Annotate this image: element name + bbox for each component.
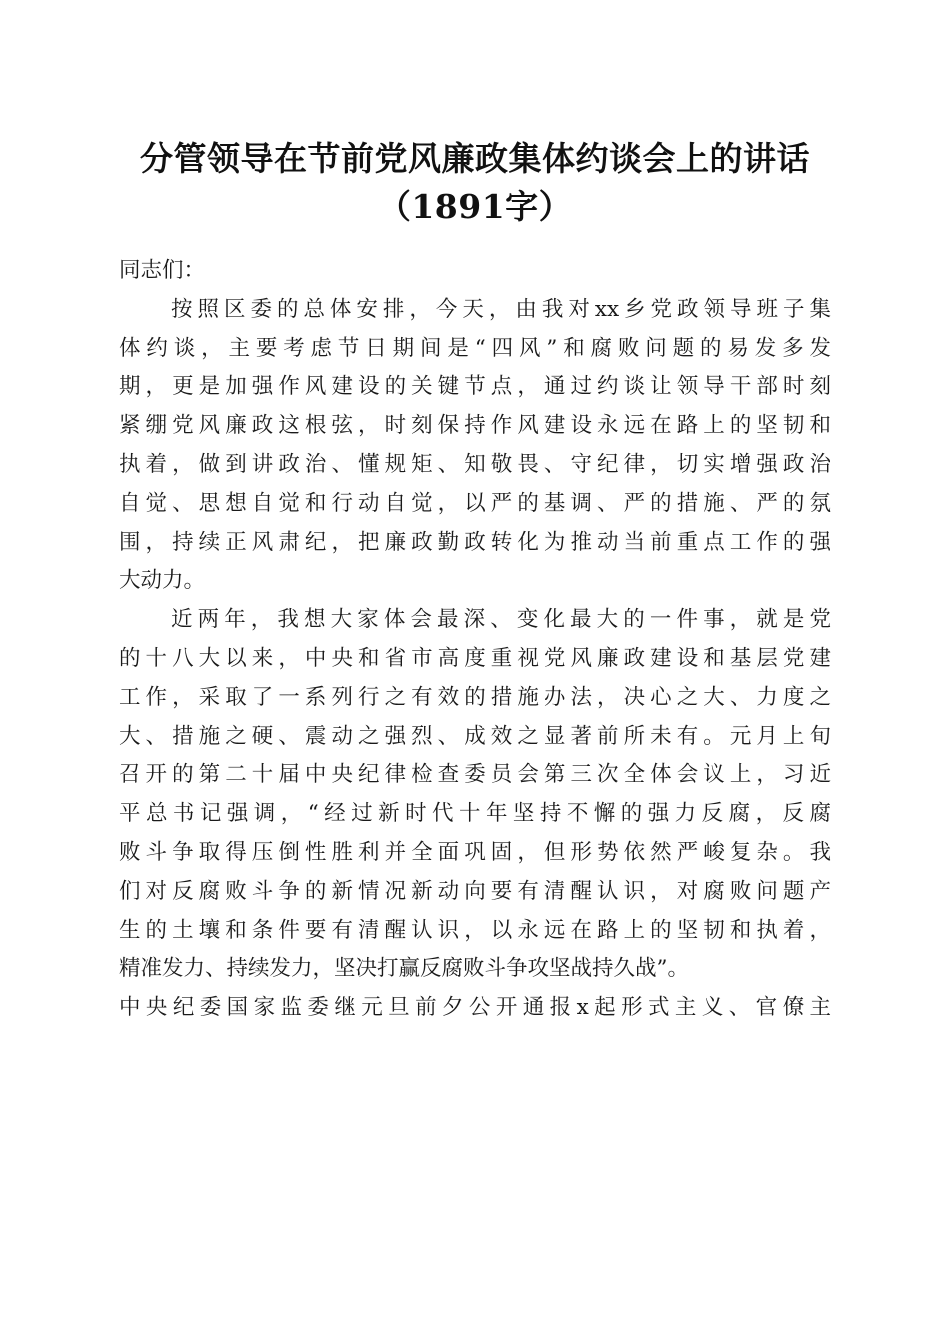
paragraph-line: 精准发力、持续发力，坚决打赢反腐败斗争攻坚战持久战”。 bbox=[119, 956, 689, 982]
paragraph-line: 体约谈，主要考虑节日期间是“四风”和腐败问题的易发多发 bbox=[119, 335, 831, 361]
paragraph-line: 执着，做到讲政治、懂规矩、知敬畏、守纪律，切实增强政治 bbox=[119, 451, 831, 477]
paragraph-line: 围，持续正风肃纪，把廉政勤政转化为推动当前重点工作的强 bbox=[119, 529, 831, 555]
paragraph-line: 的十八大以来，中央和省市高度重视党风廉政建设和基层党建 bbox=[119, 645, 831, 671]
document-body bbox=[119, 252, 831, 1028]
paragraph-line: 按照区委的总体安排，今天，由我对xx乡党政领导班子集 bbox=[171, 296, 831, 322]
paragraph-line: 召开的第二十届中央纪律检查委员会第三次全体会议上，习近 bbox=[119, 762, 831, 788]
paragraph-line: 期，更是加强作风建设的关键节点，通过约谈让领导干部时刻 bbox=[119, 374, 831, 400]
paragraph-line: 们对反腐败斗争的新情况新动向要有清醒认识，对腐败问题产 bbox=[119, 878, 831, 904]
title-line-1: 分管领导在节前党风廉政集体约谈会上的讲话 bbox=[140, 139, 810, 178]
paragraph-line: 紧绷党风廉政这根弦，时刻保持作风建设永远在路上的坚韧和 bbox=[119, 413, 831, 439]
paragraph-line: 生的土壤和条件要有清醒认识，以永远在路上的坚韧和执着， bbox=[119, 917, 831, 943]
title-line-2: （1891字） bbox=[377, 187, 573, 226]
paragraph-2 bbox=[119, 601, 831, 1028]
paragraph-line: 败斗争取得压倒性胜利并全面巩固，但形势依然严峻复杂。我 bbox=[119, 839, 831, 865]
paragraph-line: 自觉、思想自觉和行动自觉，以严的基调、严的措施、严的氛 bbox=[119, 490, 831, 516]
paragraph-line: 平总书记强调，“经过新时代十年坚持不懈的强力反腐，反腐 bbox=[119, 801, 831, 827]
paragraph-line: 近两年，我想大家体会最深、变化最大的一件事，就是党 bbox=[171, 607, 831, 633]
paragraph-line: 中央纪委国家监委继元旦前夕公开通报x起形式主义、官僚主 bbox=[119, 995, 831, 1021]
document-title bbox=[100, 135, 850, 231]
paragraph-line: 大动力。 bbox=[119, 568, 206, 594]
paragraph-1 bbox=[119, 291, 831, 601]
paragraph-line: 大、措施之硬、震动之强烈、成效之显著前所未有。元月上旬 bbox=[119, 723, 831, 749]
salutation: 同志们： bbox=[119, 258, 206, 283]
paragraph-line: 工作，采取了一系列行之有效的措施办法，决心之大、力度之 bbox=[119, 684, 831, 710]
